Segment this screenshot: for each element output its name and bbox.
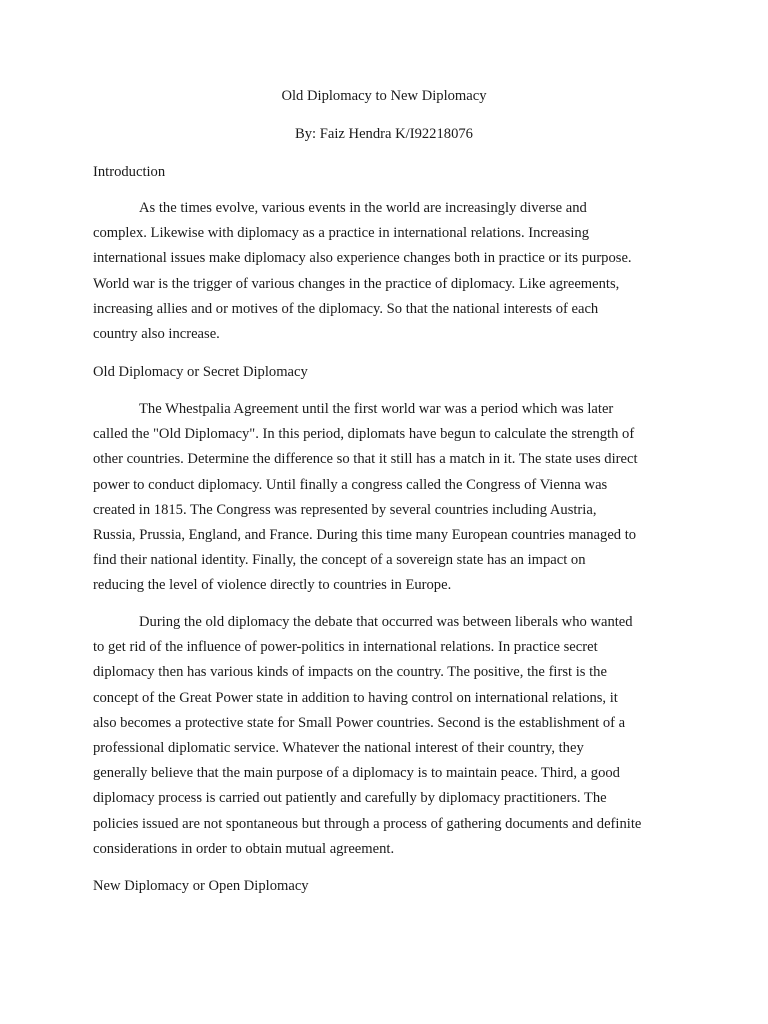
section-heading-new-diplomacy: New Diplomacy or Open Diplomacy: [93, 878, 309, 894]
text-line: diplomacy process is carried out patiently and carefully by diplomacy practitioners. The: [93, 790, 607, 807]
paragraph-old-diplomacy-1: [93, 397, 679, 599]
text-line: generally believe that the main purpose of a diplomacy is to maintain peace. Third, a good: [93, 765, 620, 782]
text-line: World war is the trigger of various changes in the practice of diplomacy. Like agreements,: [93, 275, 620, 292]
text-line: diplomacy then has various kinds of impacts on the country. The positive, the first is the: [93, 664, 607, 681]
text-line: concept of the Great Power state in addition to having control on international relations, it: [93, 689, 618, 706]
text-line: As the times evolve, various events in the world are increasingly diverse and: [139, 200, 587, 216]
text-line: find their national identity. Finally, the concept of a sovereign state has an impact on: [93, 552, 586, 569]
text-line: to get rid of the influence of power-politics in international relations. In practice secret: [93, 639, 598, 656]
text-line: country also increase.: [93, 326, 220, 343]
paragraph-introduction: [93, 196, 679, 347]
text-line: policies issued are not spontaneous but through a process of gathering documents and definite: [93, 815, 642, 832]
text-line: power to conduct diplomacy. Until finally a congress called the Congress of Vienna was: [93, 476, 608, 493]
text-line: international issues make diplomacy also experience changes both in practice or its purpose.: [93, 250, 632, 267]
section-heading-old-diplomacy: Old Diplomacy or Secret Diplomacy: [93, 364, 308, 380]
text-line: complex. Likewise with diplomacy as a practice in international relations. Increasing: [93, 225, 590, 242]
text-line: Russia, Prussia, England, and France. During this time many European countries managed to: [93, 527, 637, 544]
text-line: also becomes a protective state for Small Power countries. Second is the establishment of a: [93, 714, 626, 731]
author-byline: By: Faiz Hendra K/I92218076: [295, 126, 473, 142]
text-line: called the "Old Diplomacy". In this period, diplomats have begun to calculate the strength of: [93, 426, 635, 443]
text-line: created in 1815. The Congress was represented by several countries including Austria,: [93, 501, 597, 518]
paragraph-old-diplomacy-2: [93, 610, 679, 862]
text-line: increasing allies and or motives of the diplomacy. So that the national interests of each: [93, 300, 599, 317]
document-title: Old Diplomacy to New Diplomacy: [281, 88, 487, 104]
text-line: professional diplomatic service. Whatever the national interest of their country, they: [93, 740, 584, 757]
text-line: reducing the level of violence directly to countries in Europe.: [93, 577, 452, 594]
text-line: During the old diplomacy the debate that occurred was between liberals who wanted: [139, 614, 633, 630]
text-line: other countries. Determine the difference so that it still has a match in it. The state uses direct: [93, 451, 638, 468]
text-line: The Whestpalia Agreement until the first world war was a period which was later: [139, 401, 614, 417]
text-line: considerations in order to obtain mutual agreement.: [93, 840, 395, 857]
section-heading-introduction: Introduction: [93, 164, 166, 180]
